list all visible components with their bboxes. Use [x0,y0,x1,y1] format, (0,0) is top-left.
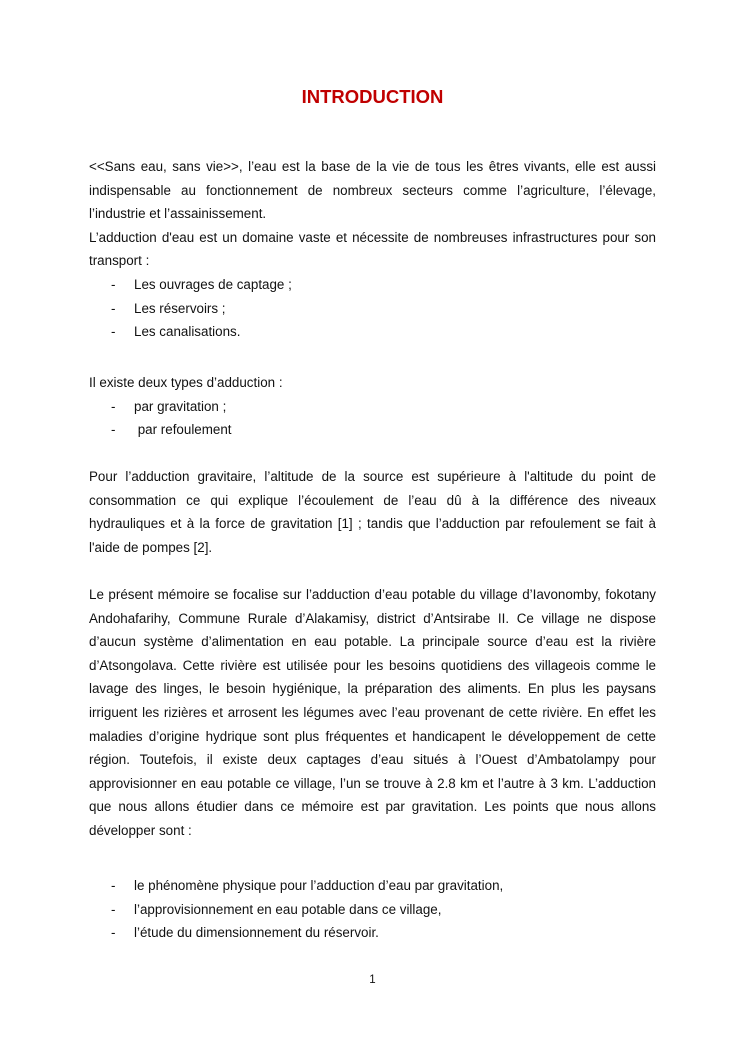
list-dash: - [111,324,116,340]
adduction-types-list [89,395,656,442]
section-gravitaire [89,465,656,559]
list-dash: - [111,276,116,292]
list-item: - Les réservoirs ; [89,297,656,321]
list-dash: - [111,901,116,917]
list-item: - l’approvisionnement en eau potable dans ce village, [89,898,656,922]
section-types [89,371,656,442]
list-dash: - [111,878,116,893]
list-item: - Les ouvrages de captage ; [89,273,656,297]
list-dash: - [111,422,116,438]
infrastructure-list [89,273,656,344]
list-dash: - [111,398,116,414]
list-item: - par gravitation ; [89,395,656,419]
paragraph-3: Il existe deux types d’adduction : [89,375,283,390]
list-item: - l’étude du dimensionnement du réservoir. [89,921,656,945]
section-intro [89,155,656,344]
paragraph-1: <<Sans eau, sans vie>>, l’eau est la base de la vie de tous les êtres vivants, elle est aussi indispensable au fonctionnement de nombreux secteurs comme l’agriculture, l’élevage, l’industrie et l’assainissement. [89,159,656,222]
list-dash: - [111,300,116,316]
list-item: - le phénomène physique pour l’adduction d’eau par gravitation, [89,874,656,898]
paragraph-5: Le présent mémoire se focalise sur l’adduction d’eau potable du village d’Iavonomby, fokotany Andohafarihy, Commune Rurale d’Alakamisy, district d’Antsirabe II. Ce village ne dispose d’aucun système d’alimentation en eau potable. La principale source d’eau est la rivière d’Atsongolava. Cette rivière est utilisée pour les besoins quotidiens des villageois comme le lavage des linges, le besoin hygiénique, la préparation des aliments. En plus les paysans irriguent les rizières et arrosent les légumes avec l’eau provenant de cette rivière. En effet les maladies d’origine hydrique sont plus fréquentes et handicapent le développement de cette région. Toutefois, il existe deux captages d’eau situés à l’Ouest d’Ambatolampy pour approvisionner en eau potable ce village, l’un se trouve à 2.8 km et l’autre à 3 km. L’adduction que nous allons étudier dans ce mémoire est par gravitation. Les points que nous allons développer sont : [89,587,656,838]
list-item: - Les canalisations. [89,320,656,344]
paragraph-4: Pour l’adduction gravitaire, l’altitude de la source est supérieure à l'altitude du point de consommation ce qui explique l’écoulement de l’eau dû à la différence des niveaux hydrauliques et à la force de gravitation [1] ; tandis que l’adduction par refoulement se fait à l'aide de pompes [2]. [89,469,656,555]
section-points [89,874,656,945]
page-number: 1 [369,974,376,986]
section-memoire [89,583,656,843]
development-points-list [89,874,656,945]
list-item: - par refoulement [89,418,656,442]
page-title: INTRODUCTION [301,86,444,107]
paragraph-2: L’adduction d'eau est un domaine vaste et nécessite de nombreuses infrastructures pour son transport : [89,229,656,269]
list-dash: - [111,925,116,941]
